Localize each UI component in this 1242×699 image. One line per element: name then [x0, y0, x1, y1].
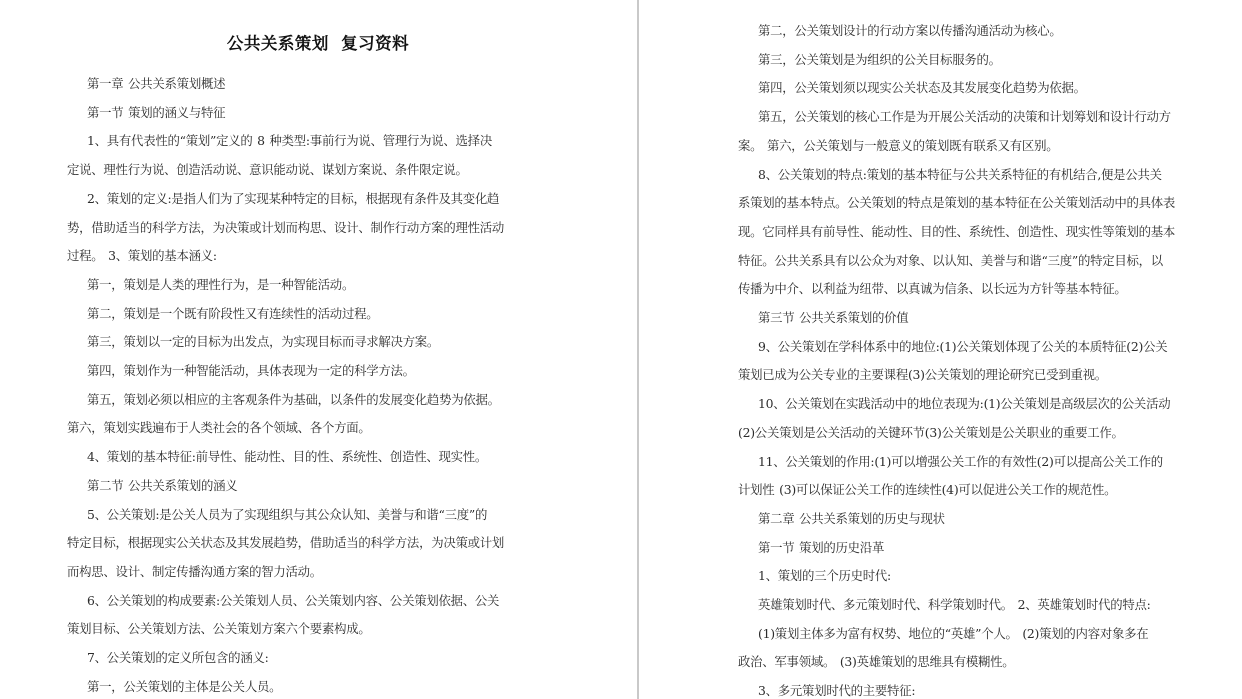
text-line: 第一，公关策划的主体是公关人员。	[87, 678, 282, 694]
text-line: 而构思、设计、制定传播沟通方案的智力活动。	[67, 563, 322, 579]
text-line: 现。它同样具有前导性、能动性、目的性、系统性、创造性、现实性等策划的基本	[738, 223, 1176, 239]
text-line: 策划目标、公关策划方法、公关策划方案六个要素构成。	[67, 621, 371, 637]
text-line: 第四，策划作为一种智能活动，具体表现为一定的科学方法。	[87, 363, 415, 378]
text-line: 第一节 策划的历史沿革	[758, 539, 885, 555]
text-line: 第三节 公共关系策划的价值	[758, 310, 909, 325]
text-line: 第一节 策划的涵义与特征	[87, 104, 226, 120]
text-line: 策划已成为公关专业的主要课程(3)公关策划的理论研究已受到重视。	[738, 367, 1107, 383]
text-line: 第五，公关策划的核心工作是为开展公关活动的决策和计划筹划和设计行动方	[758, 109, 1171, 125]
text-line: 政治、军事领域。 (3)英雄策划的思维具有模糊性。	[738, 654, 1015, 670]
text-line: 第四，公关策划须以现实公关状态及其发展变化趋势为依据。	[758, 80, 1086, 96]
text-line: 计划性 (3)可以保证公关工作的连续性(4)可以促进公关工作的规范性。	[738, 482, 1117, 498]
text-line: 第三，公关策划是为组织的公关目标服务的。	[758, 51, 1001, 67]
text-line: 2、策划的定义:是指人们为了实现某种特定的目标，根据现有条件及其变化趋	[87, 190, 500, 206]
text-line: 第二，公关策划设计的行动方案以传播沟通活动为核心。	[758, 23, 1062, 38]
text-line: 第一章 公共关系策划概述	[87, 76, 226, 91]
text-line: 第二章 公共关系策划的历史与现状	[758, 510, 945, 526]
text-line: 特定目标，根据现实公关状态及其发展趋势，借助适当的科学方法，为决策或计划	[67, 535, 505, 551]
text-line: 4、策划的基本特征:前导性、能动性、目的性、系统性、创造性、现实性。	[87, 449, 488, 465]
text-line: 定说、理性行为说、创造活动说、意识能动说、谋划方案说、条件限定说。	[67, 162, 468, 178]
text-line: 第二，策划是一个既有阶段性又有连续性的活动过程。	[87, 305, 379, 321]
text-line: 第六，策划实践遍布于人类社会的各个领域、各个方面。	[67, 420, 371, 436]
text-line: 第五，策划必须以相应的主客观条件为基础，以条件的发展变化趋势为依据。	[87, 391, 500, 407]
text-line: 案。 第六，公关策划与一般意义的策划既有联系又有区别。	[738, 137, 1059, 153]
text-line: 11、公关策划的作用:(1)可以增强公关工作的有效性(2)可以提高公关工作的	[758, 453, 1163, 469]
text-line: 7、公关策划的定义所包含的涵义:	[87, 650, 269, 665]
right-page	[640, 0, 1242, 699]
text-line: 英雄策划时代、多元策划时代、科学策划时代。 2、英雄策划时代的特点:	[758, 597, 1151, 612]
text-line: 特征。公共关系具有以公众为对象、以认知、美誉与和谐“三度”的特定目标，以	[738, 252, 1163, 268]
text-line: 势，借助适当的科学方法，为决策或计划而构思、设计、制作行动方案的理性活动	[67, 219, 505, 235]
text-line: 3、多元策划时代的主要特征:	[758, 683, 916, 699]
text-line: 1、策划的三个历史时代:	[758, 568, 891, 584]
page-divider	[637, 0, 639, 699]
document-title: 公共关系策划 复习资料	[226, 34, 410, 53]
text-line: (2)公关策划是公关活动的关键环节(3)公关策划是公关职业的重要工作。	[738, 424, 1124, 440]
text-line: 8、公关策划的特点:策划的基本特征与公共关系特征的有机结合,便是公共关	[758, 166, 1162, 182]
text-line: 系策划的基本特点。公关策划的特点是策划的基本特征在公关策划活动中的具体表	[738, 195, 1176, 211]
text-line: 第三，策划以一定的目标为出发点，为实现目标而寻求解决方案。	[87, 334, 440, 350]
text-line: (1)策划主体多为富有权势、地位的“英雄”个人。 (2)策划的内容对象多在	[758, 625, 1149, 641]
text-line: 第一，策划是人类的理性行为，是一种智能活动。	[87, 276, 355, 292]
text-line: 1、具有代表性的“策划”定义的 8 种类型:事前行为说、管理行为说、选择决	[87, 133, 492, 149]
text-line: 6、公关策划的构成要素:公关策划人员、公关策划内容、公关策划依据、公关	[87, 592, 500, 608]
text-line: 10、公关策划在实践活动中的地位表现为:(1)公关策划是高级层次的公关活动	[758, 396, 1171, 412]
text-line: 5、公关策划:是公关人员为了实现组织与其公众认知、美誉与和谐“三度”的	[87, 506, 488, 522]
text-line: 第二节 公共关系策划的涵义	[87, 477, 238, 493]
text-line: 9、公关策划在学科体系中的地位:(1)公关策划体现了公关的本质特征(2)公关	[758, 338, 1168, 354]
text-line: 传播为中介、以利益为纽带、以真诚为信条、以长远为方针等基本特征。	[738, 281, 1127, 297]
text-line: 过程。 3、策划的基本涵义:	[67, 248, 217, 264]
